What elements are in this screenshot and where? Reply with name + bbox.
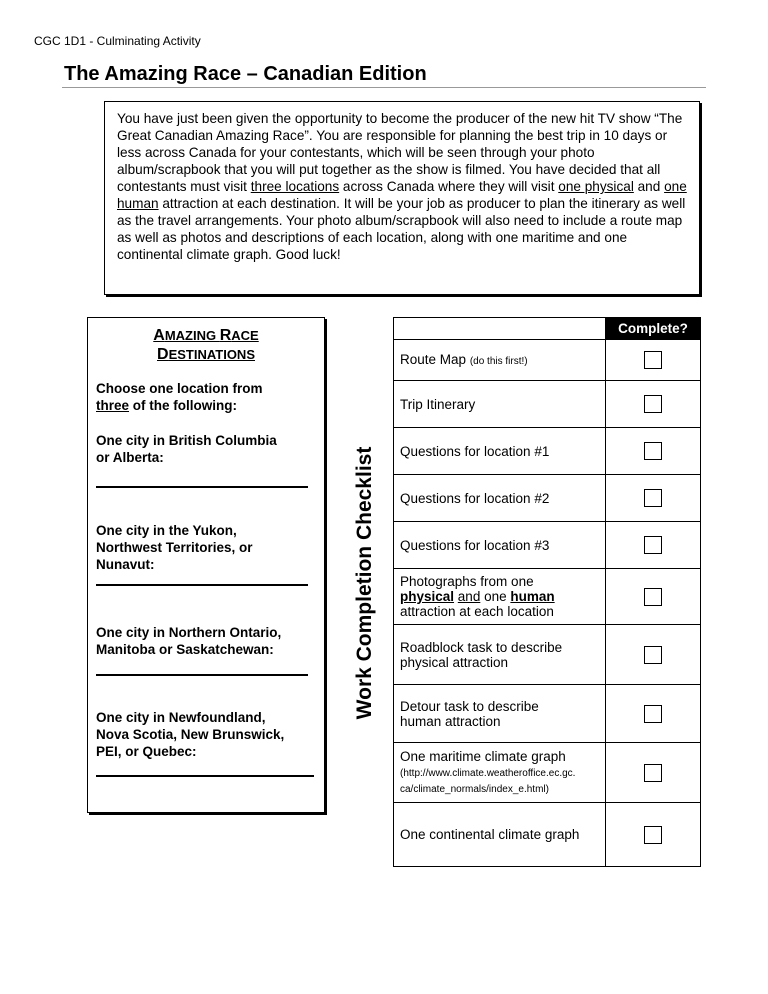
item-q3: Questions for location #3 — [394, 522, 606, 569]
intro-box — [104, 101, 700, 295]
destinations-title: AMAZING RACE DESTINATIONS — [153, 327, 259, 363]
answer-line-3[interactable] — [96, 674, 308, 676]
checkbox-q2[interactable] — [644, 489, 662, 507]
item-continental: One continental climate graph — [394, 803, 606, 867]
answer-line-1[interactable] — [96, 486, 308, 488]
row-roadblock — [394, 625, 701, 685]
row-q1 — [394, 428, 701, 475]
checkbox-itinerary[interactable] — [644, 395, 662, 413]
checkbox-q1[interactable] — [644, 442, 662, 460]
region-atlantic-quebec: One city in Newfoundland, Nova Scotia, New Brunswick, PEI, or Quebec: — [96, 710, 285, 759]
row-route-map — [394, 340, 701, 381]
intro-text: You have just been given the opportunity to become the producer of the new hit TV show “The Great Canadian Amazing Race”. You are responsible for planning the best trip in 10 days or less across Canada for your contestants, which will be seen through your photo album/scrapbook that you will put together as the show is filmed. You have decided that all contestants must visit three locations across Canada where they will visit one physical and one human attraction at each destination. It will be your job as producer to plan the itinerary as well as the travel arrangements. Your photo album/scrapbook will also need to include a route map as well as photos and descriptions of each location, along with one maritime and one continental climate graph. Good luck! — [117, 111, 687, 262]
three-locations: three locations — [250, 179, 340, 194]
checkbox-route-map[interactable] — [644, 351, 662, 369]
checkbox-maritime[interactable] — [644, 764, 662, 782]
checkbox-photos[interactable] — [644, 588, 662, 606]
one-human: one human — [117, 179, 687, 211]
checklist-side-label: Work Completion Checklist — [353, 446, 376, 720]
checkbox-continental[interactable] — [644, 826, 662, 844]
course-header: CGC 1D1 - Culminating Activity — [34, 34, 201, 48]
item-route-map: Route Map (do this first!) — [394, 340, 606, 381]
checkbox-roadblock[interactable] — [644, 646, 662, 664]
item-q2: Questions for location #2 — [394, 475, 606, 522]
item-photos: Photographs from one physical and one human attraction at each location — [394, 569, 606, 625]
region-prairies: One city in Northern Ontario, Manitoba or Saskatchewan: — [96, 625, 282, 657]
checklist-table — [393, 317, 701, 867]
region-north: One city in the Yukon, Northwest Territories, or Nunavut: — [96, 523, 253, 572]
answer-line-4[interactable] — [96, 775, 314, 777]
checklist-side-label-wrap — [344, 317, 386, 849]
row-detour — [394, 685, 701, 743]
item-itinerary: Trip Itinerary — [394, 381, 606, 428]
row-q3 — [394, 522, 701, 569]
row-maritime — [394, 743, 701, 803]
item-maritime: One maritime climate graph (http://www.climate.weatheroffice.ec.gc. ca/climate_normals/index_e.html) — [394, 743, 606, 803]
checkbox-q3[interactable] — [644, 536, 662, 554]
destinations-prompt: Choose one location from three of the following: — [96, 381, 263, 413]
row-photos — [394, 569, 701, 625]
row-q2 — [394, 475, 701, 522]
row-continental — [394, 803, 701, 867]
title-rule — [62, 87, 706, 88]
header-blank — [394, 318, 606, 340]
one-physical: one physical — [558, 179, 634, 194]
checkbox-detour[interactable] — [644, 705, 662, 723]
row-itinerary — [394, 381, 701, 428]
item-q1: Questions for location #1 — [394, 428, 606, 475]
complete-header: Complete? — [606, 318, 701, 340]
page-title: The Amazing Race – Canadian Edition — [64, 63, 427, 85]
item-detour: Detour task to describe human attraction — [394, 685, 606, 743]
region-bc-alberta: One city in British Columbia or Alberta: — [96, 433, 277, 465]
item-roadblock: Roadblock task to describe physical attraction — [394, 625, 606, 685]
answer-line-2[interactable] — [96, 584, 308, 586]
destinations-box — [87, 317, 325, 813]
